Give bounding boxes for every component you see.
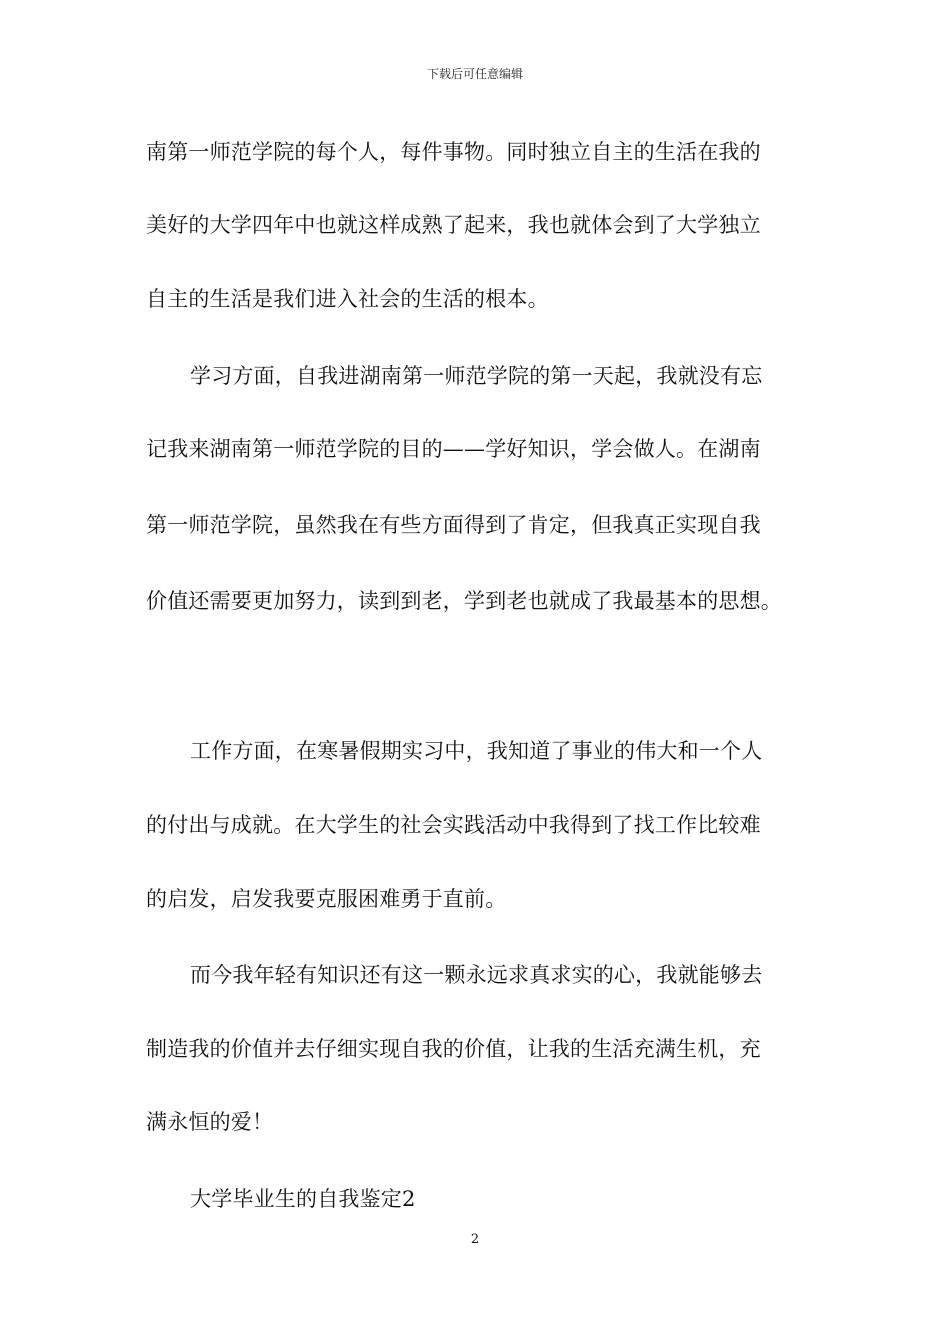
text-line: 制造我的价值并去仔细实现自我的价值，让我的生活充满生机，充 — [146, 1037, 761, 1061]
text-line: 满永恒的爱！ — [146, 1110, 274, 1134]
page-number: 2 — [470, 1232, 480, 1247]
section-title: 大学毕业生的自我鉴定2 — [190, 1187, 416, 1211]
text-line: 的付出与成就。在大学生的社会实践活动中我得到了找工作比较难 — [146, 813, 761, 837]
text-line: 的启发，启发我要克服困难勇于直前。 — [146, 887, 507, 911]
text-line: 第一师范学院，虽然我在有些方面得到了肯定，但我真正实现自我 — [146, 513, 761, 537]
text-line: 自主的生活是我们进入社会的生活的根本。 — [146, 287, 549, 311]
text-line: 价值还需要更加努力，读到到老，学到老也就成了我最基本的思想。 — [146, 589, 782, 613]
page-header: 下载后可任意编辑 — [426, 67, 523, 81]
paragraph-start-line: 工作方面，在寒暑假期实习中，我知道了事业的伟大和一个人 — [190, 739, 763, 763]
text-line: 记我来湖南第一师范学院的目的——学好知识，学会做人。在湖南 — [146, 437, 761, 461]
paragraph-start-line: 而今我年轻有知识还有这一颗永远求真求实的心，我就能够去 — [190, 963, 763, 987]
text-line: 南第一师范学院的每个人，每件事物。同时独立自主的生活在我的 — [146, 140, 761, 164]
paragraph-start-line: 学习方面，自我进湖南第一师范学院的第一天起，我就没有忘 — [190, 364, 763, 388]
text-line: 美好的大学四年中也就这样成熟了起来，我也就体会到了大学独立 — [146, 213, 761, 237]
